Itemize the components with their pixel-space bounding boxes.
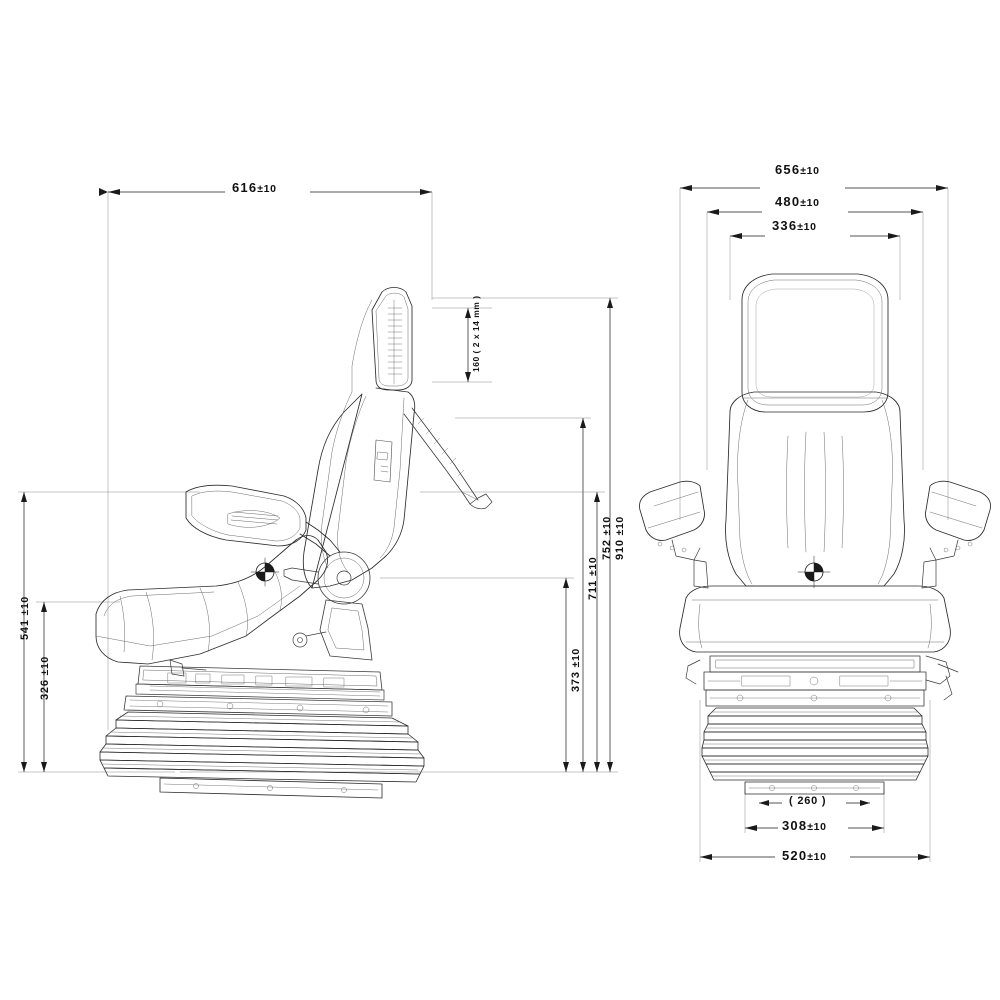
dim-326-label: 326 ±10	[39, 656, 51, 700]
dim-541-label: 541 ±10	[19, 596, 31, 640]
center-of-gravity-symbol-front	[798, 556, 830, 588]
dim-308-label: 308±10	[782, 818, 827, 833]
dimension-lines-front	[680, 185, 948, 862]
dim-336-label: 336±10	[772, 218, 817, 233]
dim-480-label: 480±10	[775, 194, 820, 209]
dim-373-label: 373 ±10	[570, 648, 582, 692]
side-view-seat	[96, 288, 492, 799]
dim-752-label: 752 ±10	[601, 516, 613, 560]
dim-260-label: ( 260 )	[789, 795, 827, 807]
dim-160-label: 160 ( 2 x 14 mm )	[471, 295, 481, 372]
dim-656-label: 656±10	[775, 162, 820, 177]
dim-910-label: 910 ±10	[614, 516, 626, 560]
dim-520-label: 520±10	[782, 848, 827, 863]
dim-711-label: 711 ±10	[587, 556, 599, 600]
center-of-gravity-symbol	[251, 558, 279, 586]
front-view-seat	[639, 274, 990, 794]
dim-616-label: 616±10	[232, 180, 277, 195]
